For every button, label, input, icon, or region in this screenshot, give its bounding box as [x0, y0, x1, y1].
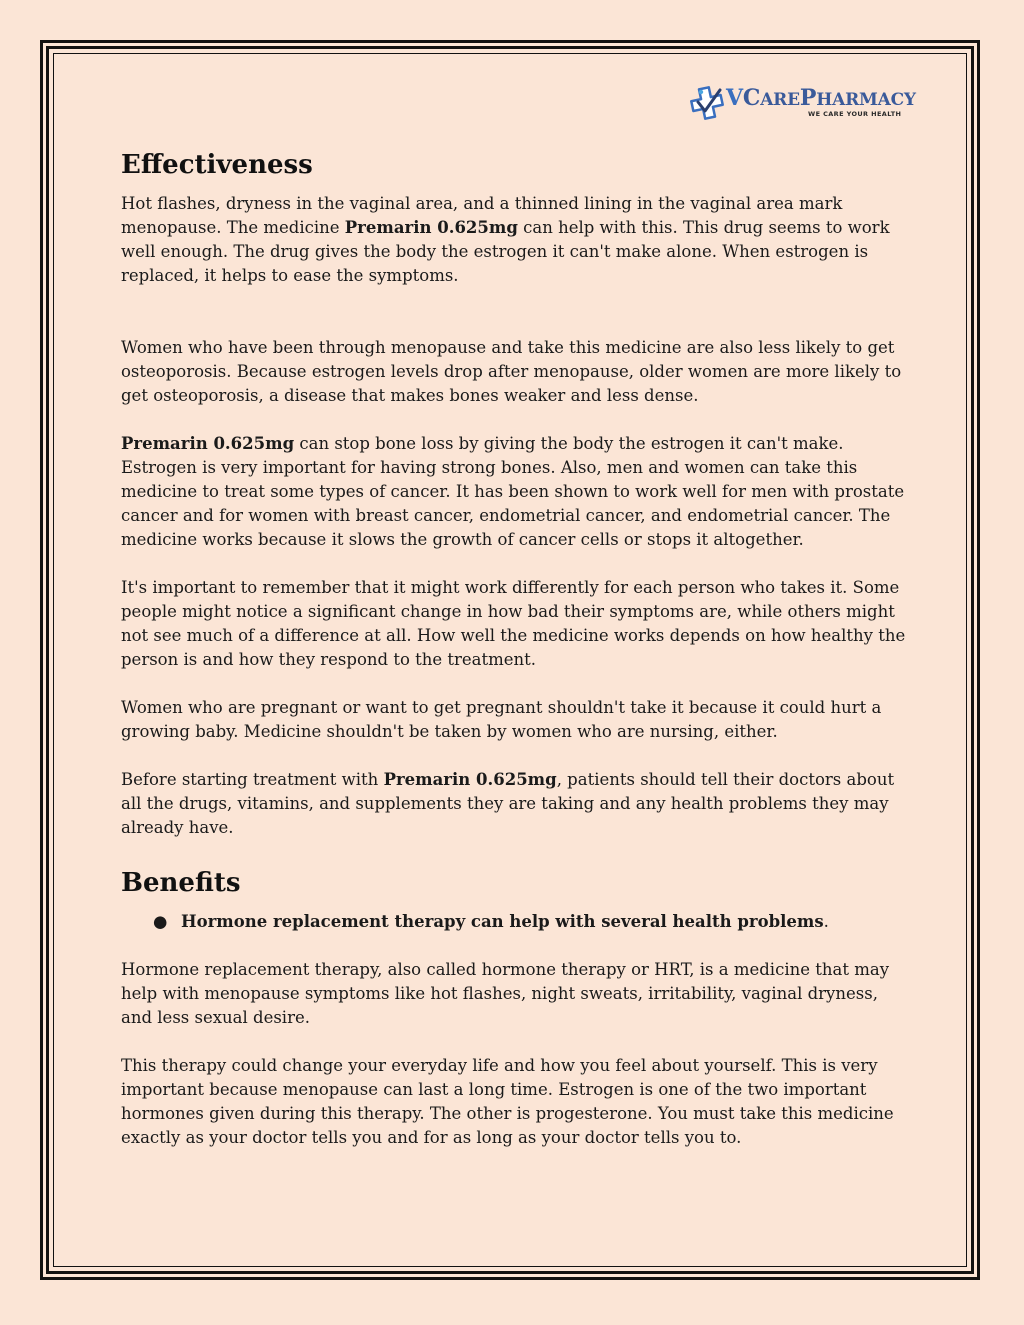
pharmacy-cross-icon — [690, 84, 724, 122]
benefits-paragraph-1: Hormone replacement therapy, also called hormone therapy or HRT, is a medicine that may help with menopause symptoms like hot flashes, night sweats, irritability, vaginal dryness, and less sexual desire. — [121, 960, 890, 1027]
document-body — [121, 146, 911, 1174]
effectiveness-paragraph-3: Premarin 0.625mg can stop bone loss by giving the body the estrogen it can't make. Estrogen is very important for having strong bones. Also, men and women can take this medicine to treat some types of cancer. It has been shown to work well for men with prostate cancer and for women with breast cancer, endometrial cancer, and endometrial cancer. The medicine works because it slows the growth of cancer cells or stops it altogether. — [121, 434, 905, 549]
effectiveness-paragraph-6: Before starting treatment with Premarin 0.625mg, patients should tell their doctors about all the drugs, vitamins, and supplements they are taking and any health problems they may already have. — [121, 770, 895, 837]
logo-tagline: WE CARE YOUR HEALTH — [808, 110, 902, 118]
vcare-pharmacy-logo — [690, 84, 935, 124]
list-item: ● Hormone replacement therapy can help with several health problems. — [121, 910, 911, 934]
benefits-heading: Benefits — [121, 868, 241, 898]
effectiveness-paragraph-4: It's important to remember that it might work differently for each person who takes it. Some people might notice a significant change in how bad their symptoms are, while others might not see much of a difference at all. How well the medicine works depends on how healthy the person is and how they respond to the treatment. — [121, 578, 906, 669]
effectiveness-paragraph-2: Women who have been through menopause and take this medicine are also less likely to get osteoporosis. Because estrogen levels drop after menopause, older women are more likely to get osteoporosis, a disease that makes bones weaker and less dense. — [121, 338, 902, 405]
bullet-icon: ● — [153, 912, 168, 931]
drug-name-bold: Premarin 0.625mg — [383, 770, 557, 789]
benefits-list — [121, 910, 911, 934]
effectiveness-heading: Effectiveness — [121, 150, 313, 180]
drug-name-bold: Premarin 0.625mg — [344, 218, 518, 237]
drug-name-bold: Premarin 0.625mg — [121, 434, 295, 453]
effectiveness-paragraph-5: Women who are pregnant or want to get pregnant shouldn't take it because it could hurt a growing baby. Medicine shouldn't be taken by women who are nursing, either. — [121, 698, 882, 741]
benefits-paragraph-2: This therapy could change your everyday life and how you feel about yourself. This is very important because menopause can last a long time. Estrogen is one of the two important hormones given during this therapy. The other is progesterone. You must take this medicine exactly as your doctor tells you and for as long as your doctor tells you to. — [121, 1056, 894, 1147]
effectiveness-paragraph-1: Hot flashes, dryness in the vaginal area, and a thinned lining in the vaginal area mark menopause. The medicine Premarin 0.625mg can help with this. This drug seems to work well enough. The drug gives the body the estrogen it can't make alone. When estrogen is replaced, it helps to ease the symptoms. — [121, 194, 890, 285]
logo-brand-name: VCAREPHARMACY — [726, 85, 916, 111]
paragraph-spacer — [121, 312, 911, 336]
